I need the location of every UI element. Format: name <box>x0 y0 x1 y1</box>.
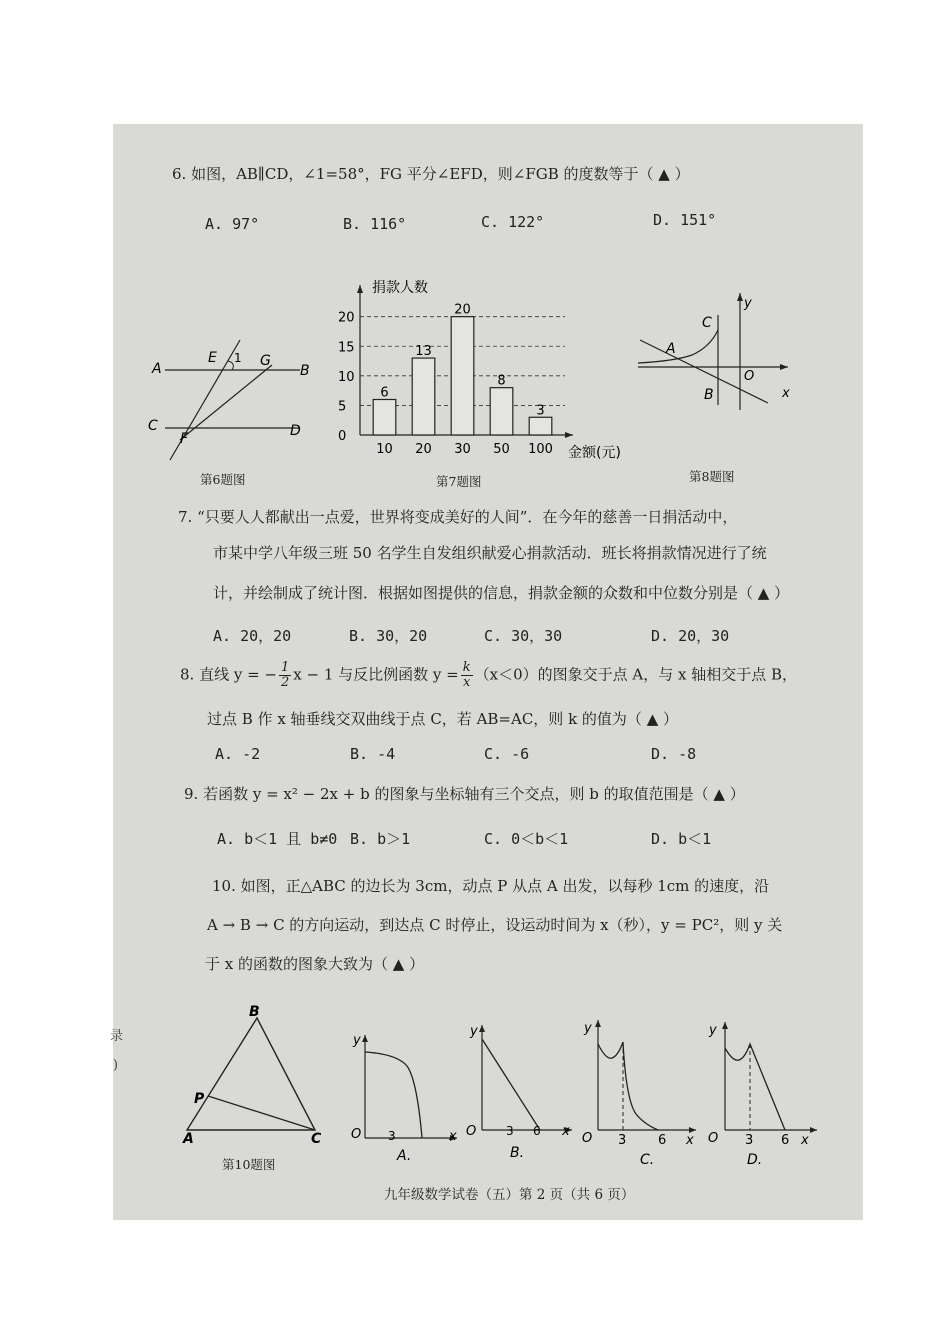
fraction-numerator: 1 <box>281 660 290 675</box>
bar <box>373 400 396 436</box>
label-o: O <box>744 369 755 384</box>
q7-option-a: A. 20，20 <box>213 627 292 645</box>
question-10-line-2: A → B → C 的方向运动，到达点 C 时停止，设运动时间为 x（秒），y = PC²，则 y 关 <box>207 916 783 934</box>
bar-value-label: 13 <box>415 344 432 360</box>
tick-3-label: 3 <box>506 1124 514 1138</box>
axis-y-label: y <box>470 1024 478 1039</box>
graph-option-c <box>578 1010 703 1170</box>
graph-line <box>482 1039 540 1130</box>
line-fg <box>180 365 272 440</box>
q6-option-c: C. 122° <box>481 213 545 231</box>
label-b: B <box>300 363 310 379</box>
graph-curve <box>598 1042 658 1130</box>
x-axis-arrow <box>780 364 788 370</box>
question-9-stem: 9. 若函数 y = x² − 2x + b 的图象与坐标轴有三个交点，则 b 的取值范围是（ ▲ ） <box>184 785 745 803</box>
figure-8-caption: 第8题图 <box>689 469 735 484</box>
graph-a-label: A. <box>397 1148 412 1164</box>
q6-option-d: D. 151° <box>653 211 717 229</box>
fraction-denominator: 2 <box>281 675 290 690</box>
bar-value-label: 20 <box>454 302 471 318</box>
label-c: C <box>702 315 712 331</box>
bar-value-label: 6 <box>380 385 389 401</box>
x-tick-label: 20 <box>415 442 432 457</box>
q8-option-d: D. -8 <box>651 745 697 763</box>
bar-value-label: 8 <box>497 373 506 389</box>
q9-option-a: A. b＜1 且 b≠0 <box>217 830 338 848</box>
fraction-k-over-x <box>461 661 473 690</box>
tick-6-label: 6 <box>533 1124 541 1138</box>
question-6-stem: 6. 如图，AB∥CD，∠1=58°，FG 平分∠EFD，则∠FGB 的度数等于（ ▲ ） <box>172 165 690 183</box>
question-7-line-3: 计，并绘制成了统计图．根据如图提供的信息，捐款金额的众数和中位数分别是（ ▲ ） <box>213 584 790 602</box>
q7-option-d: D. 20，30 <box>651 627 730 645</box>
graph-c-label: C. <box>640 1152 655 1168</box>
q6-option-a: A. 97° <box>205 215 260 233</box>
y-tick-label: 15 <box>338 340 355 356</box>
x-tick-label: 10 <box>376 442 393 457</box>
graph-option-b <box>460 1015 580 1165</box>
figure-10-triangle <box>175 1000 335 1150</box>
figure-7-bar-chart <box>330 275 630 470</box>
axis-x-label: x <box>449 1129 457 1144</box>
label-y: y <box>744 296 752 311</box>
y-axis-arrow <box>595 1020 601 1027</box>
label-x: x <box>782 386 790 401</box>
question-7-line-1: 7. “只要人人都献出一点爱，世界将变成美好的人间”．在今年的慈善一日捐活动中， <box>178 508 738 526</box>
label-f: F <box>180 431 189 447</box>
origin-label: O <box>351 1127 362 1142</box>
question-10-line-3: 于 x 的函数的图象大致为（ ▲ ） <box>205 955 425 973</box>
bar <box>529 417 552 435</box>
bar <box>451 317 474 435</box>
q6-option-b: B. 116° <box>343 215 407 233</box>
y-axis-arrow <box>479 1025 485 1032</box>
figure-6 <box>140 325 330 470</box>
chart-y-axis-label: 捐款人数 <box>372 280 428 296</box>
margin-mark: ) <box>113 1058 119 1073</box>
question-8-line-1 <box>180 661 797 690</box>
tick-3-label: 3 <box>388 1129 396 1143</box>
fraction-one-half <box>279 661 291 690</box>
label-g: G <box>260 353 271 369</box>
label-a: A <box>183 1131 194 1147</box>
label-d: D <box>290 423 301 439</box>
origin-label: O <box>582 1131 593 1146</box>
q9-option-d: D. b＜1 <box>651 830 712 848</box>
origin-label: O <box>466 1124 477 1139</box>
label-c: C <box>148 418 158 434</box>
label-a: A <box>666 341 676 357</box>
axis-y-label: y <box>584 1021 592 1036</box>
x-axis-arrow <box>565 432 573 438</box>
figure-6-caption: 第6题图 <box>200 472 246 487</box>
figure-7-caption: 第7题图 <box>436 474 482 489</box>
x-tick-label: 50 <box>493 442 510 457</box>
page-footer: 九年级数学试卷（五）第 2 页（共 6 页） <box>384 1187 635 1203</box>
q7-option-c: C. 30，30 <box>484 627 563 645</box>
graph-option-d <box>705 1012 825 1172</box>
label-b: B <box>249 1004 260 1020</box>
y-axis-arrow <box>357 285 363 293</box>
bar-value-label: 3 <box>536 403 545 419</box>
graph-option-a <box>345 1020 465 1170</box>
segment-pc <box>208 1096 315 1130</box>
x-tick-label: 30 <box>454 442 471 457</box>
graph-d-label: D. <box>747 1152 763 1168</box>
fraction-denominator: x <box>463 675 471 690</box>
label-a: A <box>152 361 162 377</box>
q8-option-b: B. -4 <box>350 745 396 763</box>
graph-b-label: B. <box>510 1145 525 1161</box>
graph-curve <box>365 1052 422 1138</box>
y-tick-label: 10 <box>338 369 355 385</box>
hyperbola <box>638 330 718 363</box>
y-axis-arrow <box>722 1022 728 1029</box>
q8-text-3: （x＜0）的图象交于点 A，与 x 轴相交于点 B， <box>474 665 798 684</box>
question-8-line-2: 过点 B 作 x 轴垂线交双曲线于点 C，若 AB=AC，则 k 的值为（ ▲ ） <box>207 710 679 728</box>
question-10-line-1: 10. 如图，正△ABC 的边长为 3cm，动点 P 从点 A 出发，以每秒 1cm 的速度，沿 <box>212 877 770 895</box>
y-tick-label: 20 <box>338 310 355 326</box>
label-1: 1 <box>234 351 242 365</box>
q8-text-2: x − 1 与反比例函数 y = <box>293 665 459 684</box>
label-c: C <box>311 1131 322 1147</box>
y-tick-label: 5 <box>338 399 347 415</box>
tick-6-label: 6 <box>781 1133 790 1148</box>
tick-6-label: 6 <box>658 1133 667 1148</box>
tick-3-label: 3 <box>618 1133 627 1148</box>
figure-10-caption: 第10题图 <box>222 1157 276 1172</box>
axis-x-label: x <box>686 1133 694 1148</box>
margin-mark: 录 <box>110 1029 124 1044</box>
angle-1-arc <box>228 361 233 370</box>
fraction-numerator: k <box>462 660 471 675</box>
q8-text-1: 8. 直线 y = − <box>180 665 277 684</box>
axis-x-label: x <box>562 1124 570 1139</box>
label-p: P <box>194 1091 205 1107</box>
x-tick-label: 100 <box>528 442 553 457</box>
axis-y-label: y <box>353 1033 361 1048</box>
axis-y-label: y <box>709 1023 717 1038</box>
origin-label: O <box>708 1131 719 1146</box>
tick-3-label: 3 <box>745 1133 754 1148</box>
y-axis-arrow <box>362 1035 368 1042</box>
label-b: B <box>704 387 714 403</box>
x-axis-arrow <box>810 1127 817 1133</box>
y-axis-arrow <box>737 293 743 301</box>
label-e: E <box>208 350 217 366</box>
chart-x-axis-label: 金额(元) <box>568 445 621 461</box>
bar <box>412 358 435 435</box>
q9-option-c: C. 0＜b＜1 <box>484 830 569 848</box>
figure-8 <box>630 285 800 415</box>
triangle-abc <box>187 1018 315 1130</box>
q8-option-a: A. -2 <box>215 745 261 763</box>
question-7-line-2: 市某中学八年级三班 50 名学生自发组织献爱心捐款活动．班长将捐款情况进行了统 <box>213 544 767 562</box>
graph-curve <box>725 1044 785 1130</box>
q7-option-b: B. 30，20 <box>349 627 428 645</box>
bar <box>490 388 513 435</box>
q8-option-c: C. -6 <box>484 745 530 763</box>
q9-option-b: B. b＞1 <box>350 830 411 848</box>
y-tick-label: 0 <box>338 429 347 444</box>
axis-x-label: x <box>801 1133 809 1148</box>
